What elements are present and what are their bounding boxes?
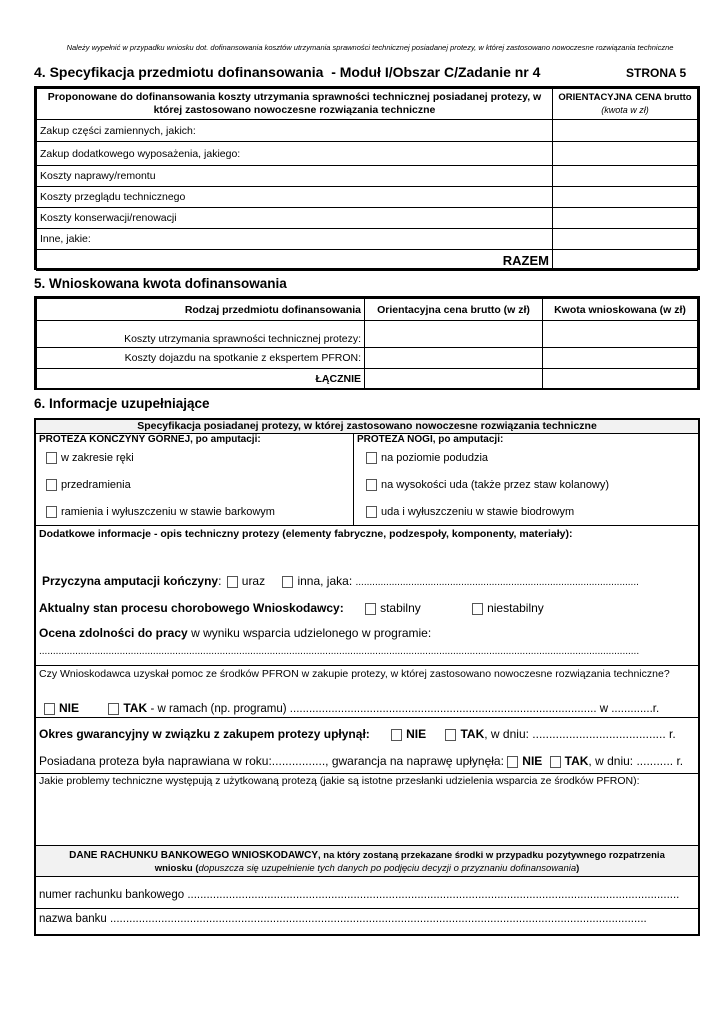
bank-header-close: ) xyxy=(576,863,580,874)
price-field[interactable] xyxy=(365,321,543,348)
section5-header-amount: Kwota wnioskowana (w zł) xyxy=(543,299,698,321)
problems-block[interactable] xyxy=(36,773,698,845)
section4-row: Zakup części zamiennych, jakich: xyxy=(37,120,553,142)
price-field[interactable] xyxy=(365,348,543,369)
state-label: Aktualny stan procesu chorobowego Wnioskodawcy: xyxy=(39,601,344,615)
account-row[interactable] xyxy=(36,876,698,908)
section4-row: Koszty przeglądu technicznego xyxy=(37,187,553,208)
repair-no: NIE xyxy=(522,754,543,768)
checkbox-icon[interactable] xyxy=(507,756,518,768)
section4-col2-sub: (kwota w zł) xyxy=(601,105,649,115)
section4-row: Koszty naprawy/remontu xyxy=(37,166,553,187)
cause-label: Przyczyna amputacji kończyny xyxy=(42,574,219,588)
section5-row: Koszty utrzymania sprawności technicznej protezy: xyxy=(37,321,365,348)
additional-info-label: Dodatkowe informacje - opis techniczny protezy (elementy fabryczne, podzespoły, komponenty, materiały): xyxy=(39,528,573,540)
amount-field[interactable] xyxy=(543,348,698,369)
section5-row: Koszty dojazdu na spotkanie z ekspertem PFRON: xyxy=(37,348,365,369)
price-field[interactable] xyxy=(553,166,698,187)
checkbox-icon[interactable] xyxy=(366,452,377,464)
bank-name-row[interactable] xyxy=(36,908,698,934)
section5-table xyxy=(34,296,700,390)
state-unstable: niestabilny xyxy=(487,601,544,615)
cause-option-injury: uraz xyxy=(241,574,266,588)
section5-total: ŁĄCZNIE xyxy=(37,369,365,389)
total-amount-field[interactable] xyxy=(543,369,698,389)
lower-limb-title: PROTEZA NOGI, po amputacji: xyxy=(357,434,504,445)
upper-limb-column xyxy=(36,434,354,526)
price-field[interactable] xyxy=(553,229,698,250)
bank-header-note: dopuszcza się uzupełnienie tych danych po podjęciu decyzji o przyznaniu dofinansowania xyxy=(198,863,577,874)
price-field[interactable] xyxy=(553,187,698,208)
repair-row xyxy=(39,754,683,768)
upper-limb-title: PROTEZA KOŃCZYNY GÓRNEJ, po amputacji: xyxy=(39,434,261,445)
warranty-label: Okres gwarancyjny w związku z zakupem protezy upłynął: xyxy=(39,727,370,741)
total-price-field[interactable] xyxy=(365,369,543,389)
checkbox-icon[interactable] xyxy=(46,452,57,464)
problems-label: Jakie problemy techniczne występują z użytkowaną protezą (jakie są istotne przesłanki udzielenia wsparcia ze środków PFRON): xyxy=(39,775,640,787)
section4-row: Zakup dodatkowego wyposażenia, jakiego: xyxy=(37,142,553,166)
section4-title-text: 4. Specyfikacja przedmiotu dofinansowania xyxy=(34,64,324,80)
lower-limb-column xyxy=(354,434,700,526)
pfron-question: Czy Wnioskodawca uzyskał pomoc ze środków PFRON w zakupie protezy, w której zastosowano nowoczesne rozwiązania techniczne? xyxy=(39,668,670,680)
checkbox-icon[interactable] xyxy=(227,576,238,588)
section6-box xyxy=(34,418,700,936)
upper-option[interactable]: w zakresie ręki xyxy=(46,452,134,464)
prosthesis-types xyxy=(36,433,698,525)
section5-title: 5. Wnioskowana kwota dofinansowania xyxy=(34,276,287,291)
bank-header xyxy=(36,845,698,876)
details-block xyxy=(36,525,698,665)
cause-row: Przyczyna amputacji kończyny: uraz inna, jaka: ...................................................................................................... xyxy=(42,574,639,588)
checkbox-icon[interactable] xyxy=(366,479,377,491)
capacity-rest: w wyniku wsparcia udzielonego w programie: xyxy=(191,626,432,640)
warranty-row xyxy=(39,727,676,741)
section4-col2-header-cell xyxy=(553,89,698,120)
bank-header-rest: , na który zostaną przekazane środki w przypadku pozytywnego rozpatrzenia xyxy=(318,850,665,861)
section6-title: 6. Informacje uzupełniające xyxy=(34,396,210,411)
header-note: Należy wypełnić w przypadku wniosku dot. dofinansowania kosztów utrzymania sprawności technicznej posiadanej protezy, w której zastosowano nowoczesne rozwiązania techniczne xyxy=(66,43,674,52)
bank-name-field[interactable]: nazwa banku ........................................................................................................................................................................ xyxy=(39,913,647,925)
lower-option[interactable]: na poziomie podudzia xyxy=(366,452,488,464)
cause-dots[interactable]: ...................................................................................................... xyxy=(355,577,639,588)
price-field[interactable] xyxy=(553,142,698,166)
cause-option-other: inna, jaka: xyxy=(297,574,353,588)
checkbox-icon[interactable] xyxy=(445,729,456,741)
section4-title xyxy=(34,64,540,80)
checkbox-icon[interactable] xyxy=(46,479,57,491)
capacity-dots[interactable]: ........................................................................................................................................................................................................................ xyxy=(39,646,640,657)
checkbox-icon[interactable] xyxy=(44,703,55,715)
price-field[interactable] xyxy=(553,208,698,229)
section4-col1-header: Proponowane do dofinansowania koszty utrzymania sprawności technicznej posiadanej protezy, w której zastosowano nowoczesne rozwiązania techniczne xyxy=(37,89,553,120)
section4-col2-header: ORIENTACYJNA CENA brutto xyxy=(558,92,692,103)
account-number-field[interactable]: numer rachunku bankowego .......................................................................................................................................................... xyxy=(39,889,680,901)
section4-row: Inne, jakie: xyxy=(37,229,553,250)
amount-field[interactable] xyxy=(543,321,698,348)
state-stable: stabilny xyxy=(380,601,421,615)
repair-text[interactable]: Posiadana proteza była naprawiana w roku:................, gwarancja na naprawę upłynęła: xyxy=(39,754,504,768)
pfron-answer-row xyxy=(44,701,659,715)
repair-yes: TAK xyxy=(564,754,589,768)
capacity-label: Ocena zdolności do pracy xyxy=(39,626,188,640)
pfron-no: NIE xyxy=(59,701,80,715)
section4-table xyxy=(34,86,700,270)
capacity-row xyxy=(39,626,431,640)
checkbox-icon[interactable] xyxy=(108,703,119,715)
bank-header-line2: wniosku ( xyxy=(154,863,199,874)
checkbox-icon[interactable] xyxy=(282,576,293,588)
section5-header-type: Rodzaj przedmiotu dofinansowania xyxy=(37,299,365,321)
pfron-block xyxy=(36,665,698,717)
upper-option[interactable]: ramienia i wyłuszczeniu w stawie barkowym xyxy=(46,506,275,518)
warranty-no: NIE xyxy=(406,727,427,741)
state-row xyxy=(39,601,544,615)
section4-row: Koszty konserwacji/renowacji xyxy=(37,208,553,229)
warranty-rest[interactable]: , w dniu: ........................................ r. xyxy=(484,727,676,741)
section4-module: - Moduł I/Obszar C/Zadanie nr 4 xyxy=(331,64,541,80)
checkbox-icon[interactable] xyxy=(46,506,57,518)
lower-option[interactable]: na wysokości uda (także przez staw kolanowy) xyxy=(366,479,609,491)
bank-header-title: DANE RACHUNKU BANKOWEGO WNIOSKODAWCY xyxy=(69,850,319,861)
checkbox-icon[interactable] xyxy=(550,756,561,768)
checkbox-icon[interactable] xyxy=(391,729,402,741)
checkbox-icon[interactable] xyxy=(472,603,483,615)
lower-option[interactable]: uda i wyłuszczeniu w stawie biodrowym xyxy=(366,506,574,518)
total-price-field[interactable] xyxy=(553,250,698,271)
checkbox-icon[interactable] xyxy=(365,603,376,615)
section4-total: RAZEM xyxy=(37,250,553,271)
pfron-yes-rest[interactable]: - w ramach (np. programu) ................................................................................................ w .............r. xyxy=(150,703,660,715)
warranty-block xyxy=(36,717,698,773)
page-number: STRONA 5 xyxy=(626,66,687,80)
pfron-yes: TAK xyxy=(123,701,148,715)
price-field[interactable] xyxy=(553,120,698,142)
spec-header: Specyfikacja posiadanej protezy, w której zastosowano nowoczesne rozwiązania techniczne xyxy=(36,420,698,433)
checkbox-icon[interactable] xyxy=(366,506,377,518)
warranty-yes: TAK xyxy=(460,727,485,741)
section5-header-price: Orientacyjna cena brutto (w zł) xyxy=(365,299,543,321)
upper-option[interactable]: przedramienia xyxy=(46,479,131,491)
repair-rest[interactable]: , w dniu: ........... r. xyxy=(588,754,684,768)
